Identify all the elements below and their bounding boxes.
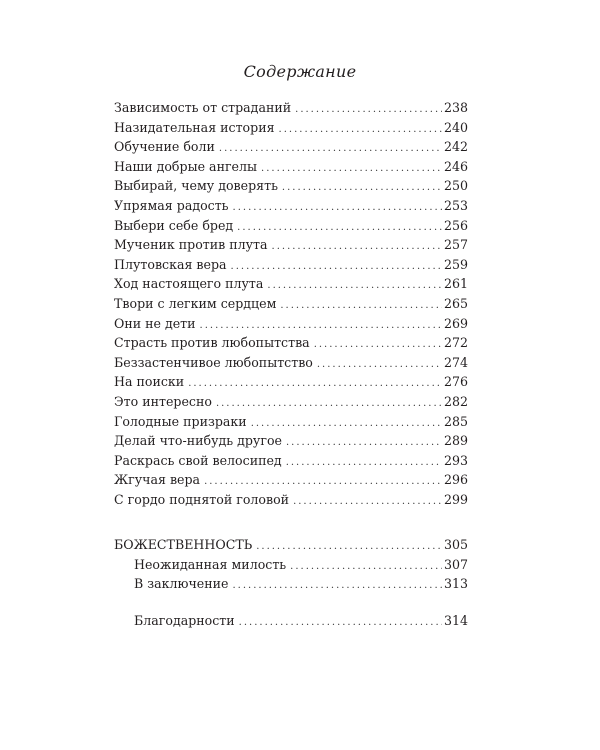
- toc-entry-title: Мученик против плута: [114, 237, 268, 253]
- toc-entry-page: 246: [443, 158, 468, 174]
- toc-entry[interactable]: [114, 555, 468, 575]
- toc-entry-title: Плутовская вера: [114, 256, 227, 272]
- toc-entry-page: 261: [443, 276, 468, 292]
- toc-entry[interactable]: [114, 353, 468, 373]
- toc-entry-title: Выбирай, чему доверять: [114, 178, 278, 194]
- toc-entry[interactable]: [114, 412, 468, 432]
- toc-entry-title: Жгучая вера: [114, 472, 201, 488]
- page-title: Содержание: [243, 62, 357, 81]
- toc-entry[interactable]: [114, 157, 468, 177]
- toc-entry-title: На поиски: [114, 374, 185, 390]
- toc-entry-title: Страсть против любопытства: [114, 335, 310, 351]
- toc-section-heading[interactable]: [114, 535, 468, 555]
- toc-entry-title: Неожиданная милость: [134, 556, 287, 572]
- toc-entry[interactable]: [114, 235, 468, 255]
- toc-entry-page: 313: [443, 576, 468, 592]
- toc-entry[interactable]: [114, 118, 468, 138]
- toc-entry[interactable]: [114, 137, 468, 157]
- toc-entry-page: 257: [443, 237, 468, 253]
- toc-section-title: БОЖЕСТВЕННОСТЬ: [114, 537, 253, 552]
- toc-entry-title: Благодарности: [134, 613, 235, 628]
- toc-main-list: [114, 98, 468, 509]
- toc-entry-page: 242: [443, 139, 468, 155]
- toc-entry-page: 265: [443, 295, 468, 311]
- toc-entry-page: 293: [443, 452, 468, 468]
- toc-entry-title: Наши добрые ангелы: [114, 158, 258, 174]
- toc-entry-page: 314: [443, 613, 468, 628]
- dot-leader: [233, 576, 442, 596]
- toc-entry-page: 269: [443, 315, 468, 331]
- toc-entry[interactable]: [114, 431, 468, 451]
- toc-entry-page: 259: [443, 256, 468, 272]
- toc-entry-title: Назидательная история: [114, 119, 275, 135]
- toc-entry-title: Упрямая радость: [114, 197, 229, 213]
- toc-entry-title: Зависимость от страданий: [114, 100, 292, 115]
- toc-entry[interactable]: [114, 274, 468, 294]
- toc-entry[interactable]: [114, 392, 468, 412]
- toc-entry[interactable]: [114, 216, 468, 236]
- toc-entry[interactable]: [114, 333, 468, 353]
- toc-entry-page: 240: [443, 119, 468, 135]
- toc-entry-title: Выбери себе бред: [114, 217, 234, 233]
- toc-entry-page: 238: [443, 100, 468, 115]
- toc-entry-title: С гордо поднятой головой: [114, 491, 290, 507]
- toc-entry-page: 274: [443, 354, 468, 370]
- toc-entry-title: Беззастенчивое любопытство: [114, 354, 313, 370]
- toc-entry-title: Твори с легким сердцем: [114, 295, 277, 311]
- toc-entry[interactable]: [114, 176, 468, 196]
- toc-entry-title: В заключение: [134, 576, 229, 592]
- toc-entry-page: 250: [443, 178, 468, 194]
- toc-entry-page: 276: [443, 374, 468, 390]
- toc-section-page: 305: [443, 537, 468, 552]
- toc-entry-title: Ход настоящего плута: [114, 276, 264, 292]
- toc-entry[interactable]: [114, 255, 468, 275]
- toc-entry[interactable]: [114, 574, 468, 594]
- toc-end-list: [114, 611, 468, 631]
- toc-entry-title: Обучение боли: [114, 139, 215, 155]
- toc-entry[interactable]: [114, 470, 468, 490]
- toc-entry[interactable]: [114, 98, 468, 118]
- toc-section-list: [114, 535, 468, 594]
- toc-entry-title: Голодные призраки: [114, 413, 247, 429]
- toc-entry[interactable]: [114, 314, 468, 334]
- toc-entry-page: 256: [443, 217, 468, 233]
- toc-entry[interactable]: [114, 196, 468, 216]
- toc-entry-title: Раскрась свой велосипед: [114, 452, 282, 468]
- dot-leader: [239, 613, 442, 633]
- toc-entry-page: 282: [443, 393, 468, 409]
- toc-entry[interactable]: [114, 451, 468, 471]
- toc-entry[interactable]: [114, 490, 468, 510]
- toc-entry-acknowledgments[interactable]: [114, 611, 468, 631]
- toc-entry-page: 289: [443, 433, 468, 449]
- toc-entry-page: 253: [443, 197, 468, 213]
- toc-entry-title: Делай что-нибудь другое: [114, 433, 282, 449]
- toc-entry-title: Это интересно: [114, 393, 212, 409]
- toc-entry[interactable]: [114, 294, 468, 314]
- toc-entry-title: Они не дети: [114, 315, 196, 331]
- toc-entry-page: 307: [443, 556, 468, 572]
- toc-entry[interactable]: [114, 372, 468, 392]
- toc-entry-page: 285: [443, 413, 468, 429]
- toc-entry-page: 296: [443, 472, 468, 488]
- toc-entry-page: 272: [443, 335, 468, 351]
- toc-entry-page: 299: [443, 491, 468, 507]
- dot-leader: [293, 492, 442, 512]
